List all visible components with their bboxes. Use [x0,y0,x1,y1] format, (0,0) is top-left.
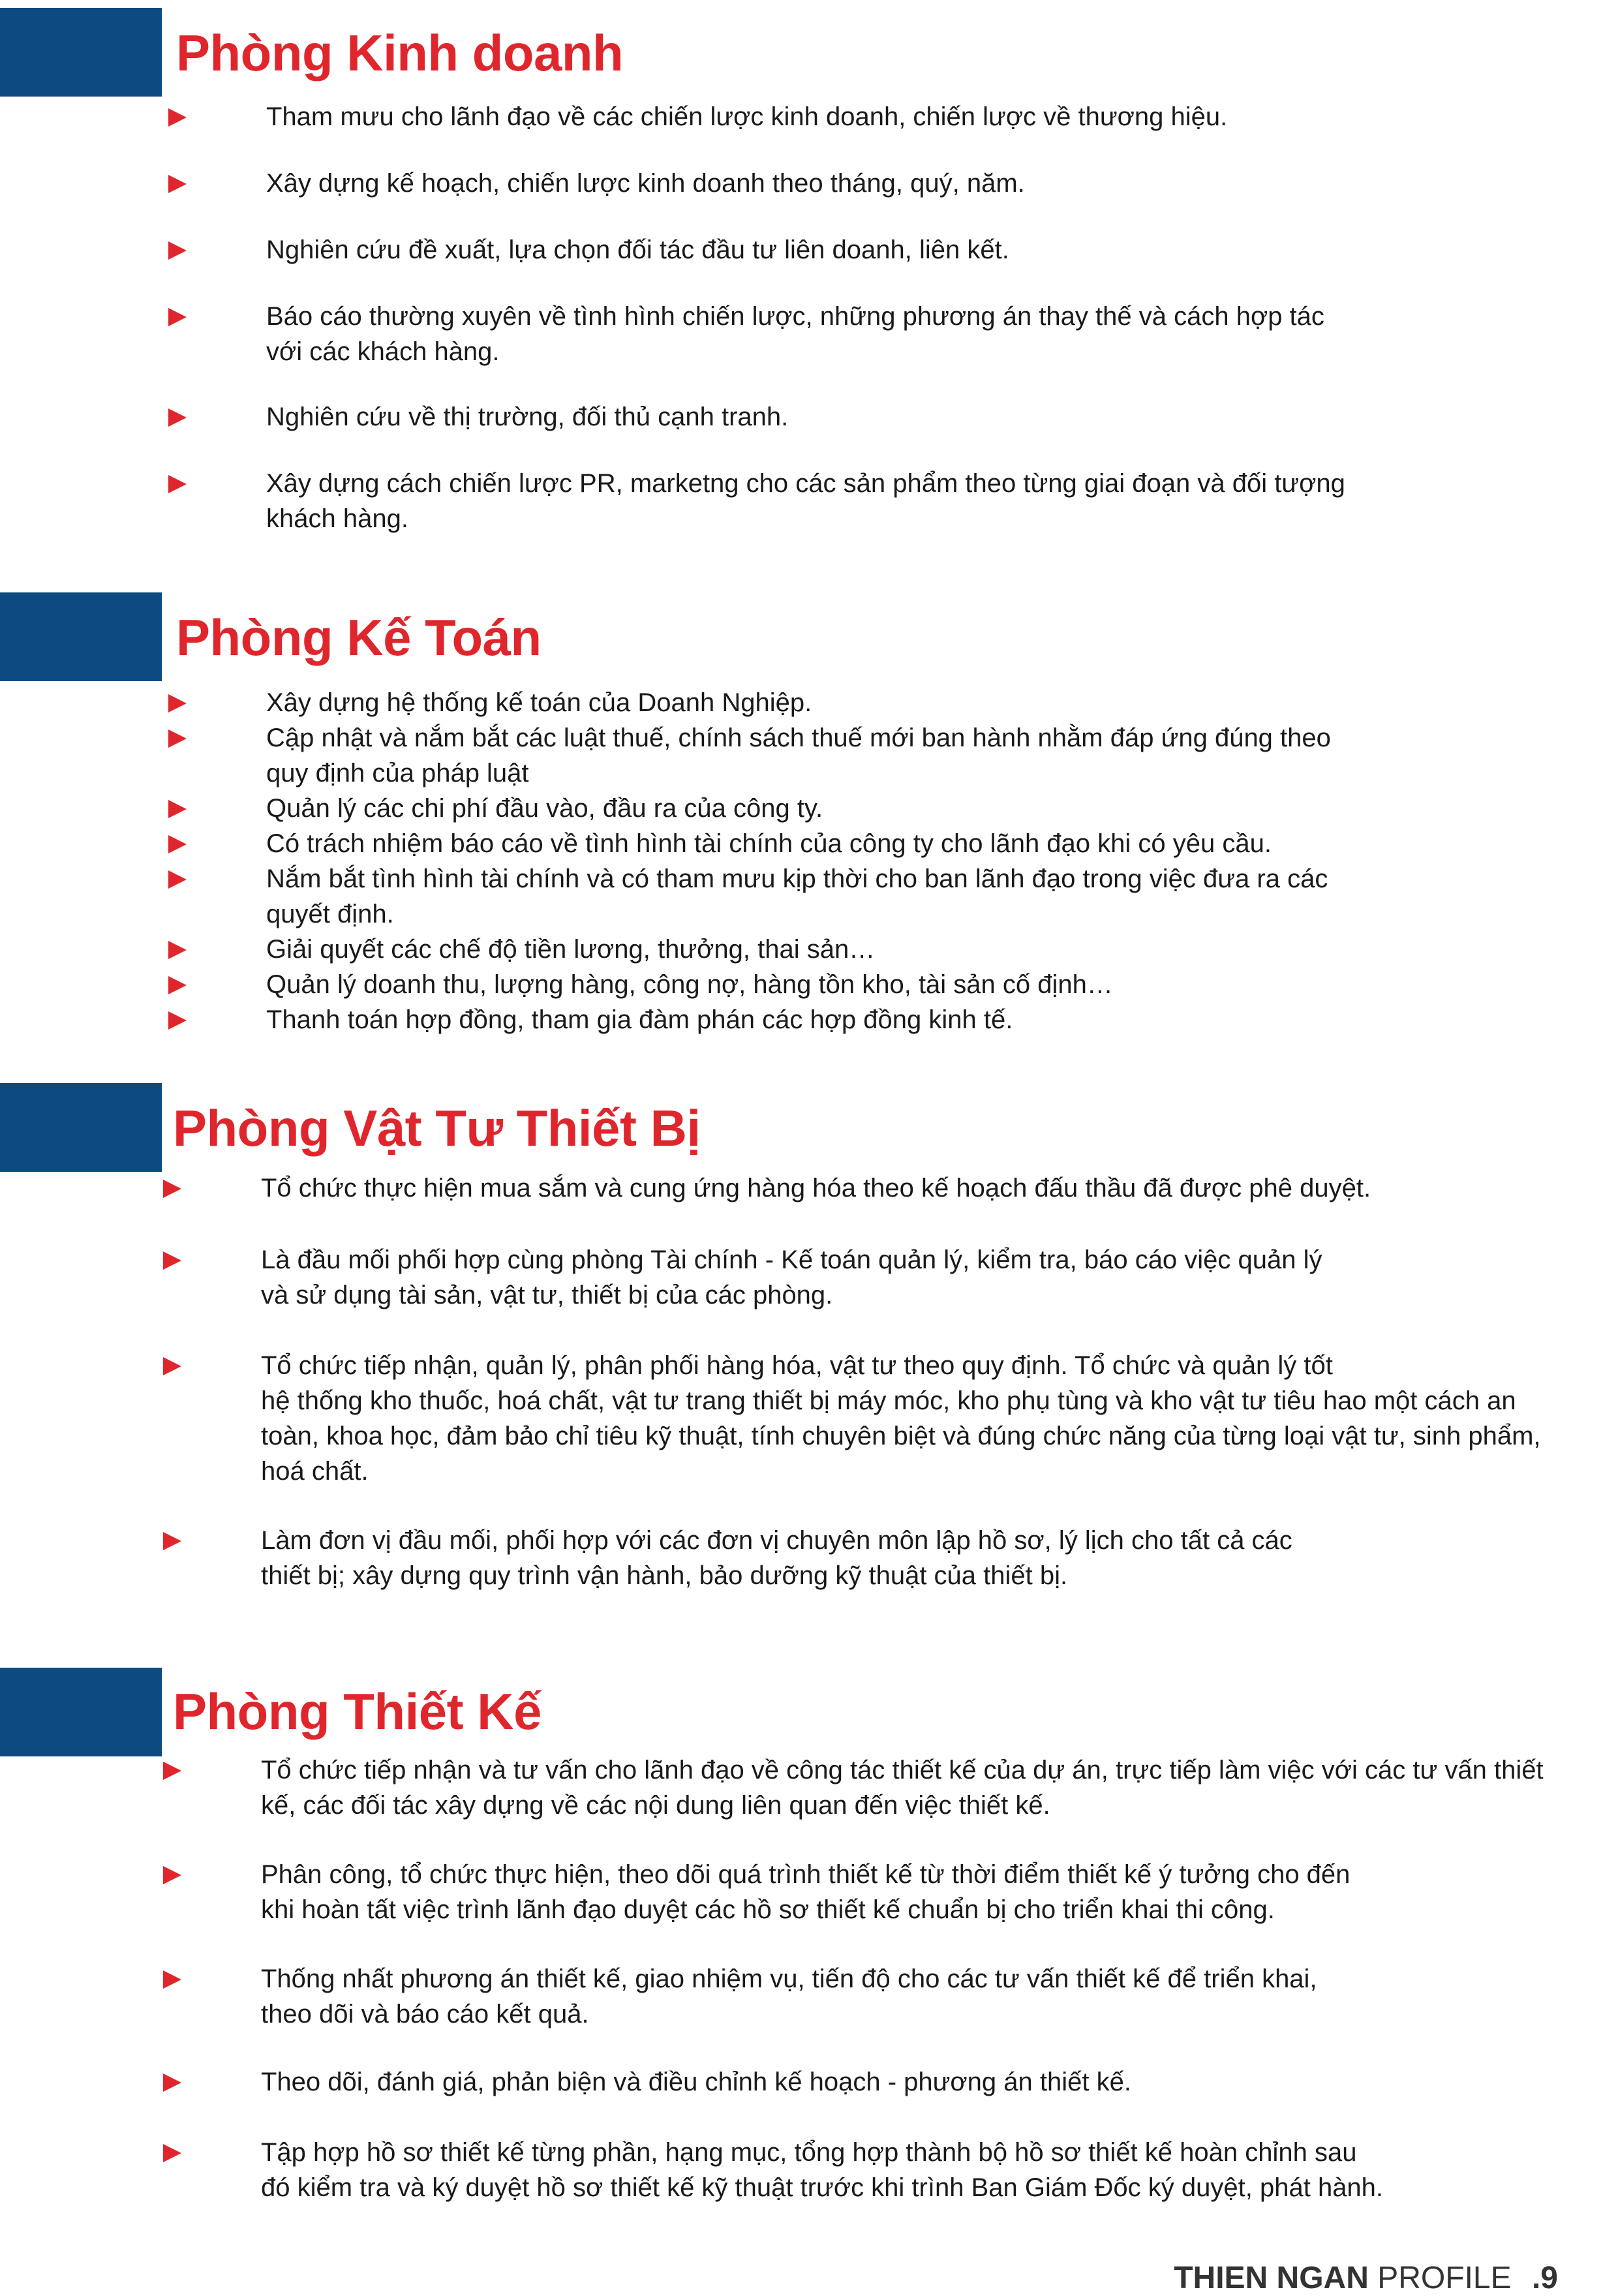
list-item-text: Tổ chức tiếp nhận và tư vấn cho lãnh đạo về công tác thiết kế của dự án, trực tiếp làm việc với các tư vấn thiết kế, các đối tác xây dựng về các nội dung liên quan đến việc thiết kế. [261,1756,1544,1820]
bullet-arrow-icon [163,1251,181,1270]
bullet-arrow-icon [163,1866,181,1884]
list-item-text: Nghiên cứu về thị trường, đối thủ cạnh tranh. [266,403,789,431]
list-item-text: Quản lý các chi phí đầu vào, đầu ra của công ty. [266,794,823,823]
list-item-text: Giải quyết các chế độ tiền lương, thưởng, thai sản… [266,935,876,964]
bullet-arrow-icon [168,800,187,818]
list-item-text: Báo cáo thường xuyên về tình hình chiến lược, những phương án thay thế và cách hợp tác với các khách hàng. [266,302,1324,366]
list-item-text: Làm đơn vị đầu mối, phối hợp với các đơn vị chuyên môn lập hồ sơ, lý lịch cho tất cả các thiết bị; xây dựng quy trình vận hành, bảo dưỡng kỹ thuật của thiết bị. [261,1526,1292,1590]
bullet-arrow-icon [168,835,187,853]
list-item-text: Tập hợp hồ sơ thiết kế từng phần, hạng mục, tổng hợp thành bộ hồ sơ thiết kế hoàn chỉnh sau đó kiểm tra và ký duyệt hồ sơ thiết kế kỹ thuật trước khi trình Ban Giám Đốc ký duyệt, phát hành. [261,2138,1384,2202]
footer-profile-label: PROFILE [1377,2261,1512,2295]
list-item-text: Nghiên cứu đề xuất, lựa chọn đối tác đầu tư liên doanh, liên kết. [266,236,1009,264]
bullet-arrow-icon [168,870,187,889]
section-3-accent-bar [0,1083,162,1172]
bullet-arrow-icon [163,2074,181,2092]
page-number: .9 [1531,2261,1558,2295]
section-3-title: Phòng Vật Tư Thiết Bị [173,1099,701,1157]
list-item-text: Tham mưu cho lãnh đạo về các chiến lược kinh doanh, chiến lược về thương hiệu. [266,102,1228,131]
bullet-arrow-icon [168,475,187,493]
section-2-accent-bar [0,592,162,681]
list-item-text: Xây dựng hệ thống kế toán của Doanh Nghiệp. [266,688,812,717]
bullet-arrow-icon [168,1011,187,1030]
bullet-arrow-icon [163,1532,181,1550]
footer-brand: THIEN NGAN [1174,2261,1369,2295]
list-item-text: Xây dựng cách chiến lược PR, marketng cho các sản phẩm theo từng giai đoạn và đối tượng khách hàng. [266,469,1345,533]
section-2-title: Phòng Kế Toán [176,609,542,666]
bullet-arrow-icon [168,729,187,748]
section-1-accent-bar [0,8,162,97]
list-item-text: Thống nhất phương án thiết kế, giao nhiệm vụ, tiến độ cho các tư vấn thiết kế để triển khai, theo dõi và báo cáo kết quả. [261,1965,1317,2028]
list-item-text: Xây dựng kế hoạch, chiến lược kinh doanh theo tháng, quý, năm. [266,169,1025,198]
list-item-text: Là đầu mối phối hợp cùng phòng Tài chính - Kế toán quản lý, kiểm tra, báo cáo việc quản lý và sử dụng tài sản, vật tư, thiết bị của các phòng. [261,1246,1322,1309]
section-4-accent-bar [0,1668,162,1756]
bullet-arrow-icon [168,408,187,427]
list-item-text: Nắm bắt tình hình tài chính và có tham mưu kịp thời cho ban lãnh đạo trong việc đưa ra các quyết định. [266,865,1328,928]
list-item-text: Quản lý doanh thu, lượng hàng, công nợ, hàng tồn kho, tài sản cố định… [266,970,1113,999]
bullet-arrow-icon [168,108,187,127]
list-item-text: Tổ chức tiếp nhận, quản lý, phân phối hàng hóa, vật tư theo quy định. Tổ chức và quản lý tốt hệ thống kho thuốc, hoá chất, vật tư trang thiết bị máy móc, kho phụ tùng và kho vật tư tiêu hao một cách an toàn, khoa học, đảm bảo chỉ tiêu kỹ thuật, tính chuyên biệt và đúng chức năng của từng loại vật tư, sinh phẩm, hoá chất. [261,1351,1541,1486]
list-item-text: Thanh toán hợp đồng, tham gia đàm phán các hợp đồng kinh tế. [266,1005,1013,1034]
list-item-text: Theo dõi, đánh giá, phản biện và điều chỉnh kế hoạch - phương án thiết kế. [261,2068,1131,2096]
bullet-arrow-icon [168,241,187,260]
bullet-arrow-icon [163,2144,181,2162]
bullet-arrow-icon [168,175,187,193]
bullet-arrow-icon [163,1180,181,1198]
list-item-text: Tổ chức thực hiện mua sắm và cung ứng hàng hóa theo kế hoạch đấu thầu đã được phê duyệt. [261,1174,1371,1202]
section-1-title: Phòng Kinh doanh [176,24,624,82]
page-footer [1174,2260,1558,2296]
bullet-arrow-icon [168,308,187,326]
bullet-arrow-icon [163,1357,181,1375]
list-item-text: Có trách nhiệm báo cáo về tình hình tài chính của công ty cho lãnh đạo khi có yêu cầu. [266,829,1272,858]
section-4-title: Phòng Thiết Kế [173,1683,542,1740]
bullet-arrow-icon [168,694,187,712]
bullet-arrow-icon [168,941,187,959]
bullet-arrow-icon [168,976,187,994]
list-item-text: Cập nhật và nắm bắt các luật thuế, chính sách thuế mới ban hành nhằm đáp ứng đúng theo quy định của pháp luật [266,724,1331,788]
bullet-arrow-icon [163,1762,181,1780]
list-item-text: Phân công, tổ chức thực hiện, theo dõi quá trình thiết kế từ thời điểm thiết kế ý tưởng cho đến khi hoàn tất việc trình lãnh đạo duyệt các hồ sơ thiết kế chuẩn bị cho triển khai thi công. [261,1860,1351,1924]
bullet-arrow-icon [163,1970,181,1989]
